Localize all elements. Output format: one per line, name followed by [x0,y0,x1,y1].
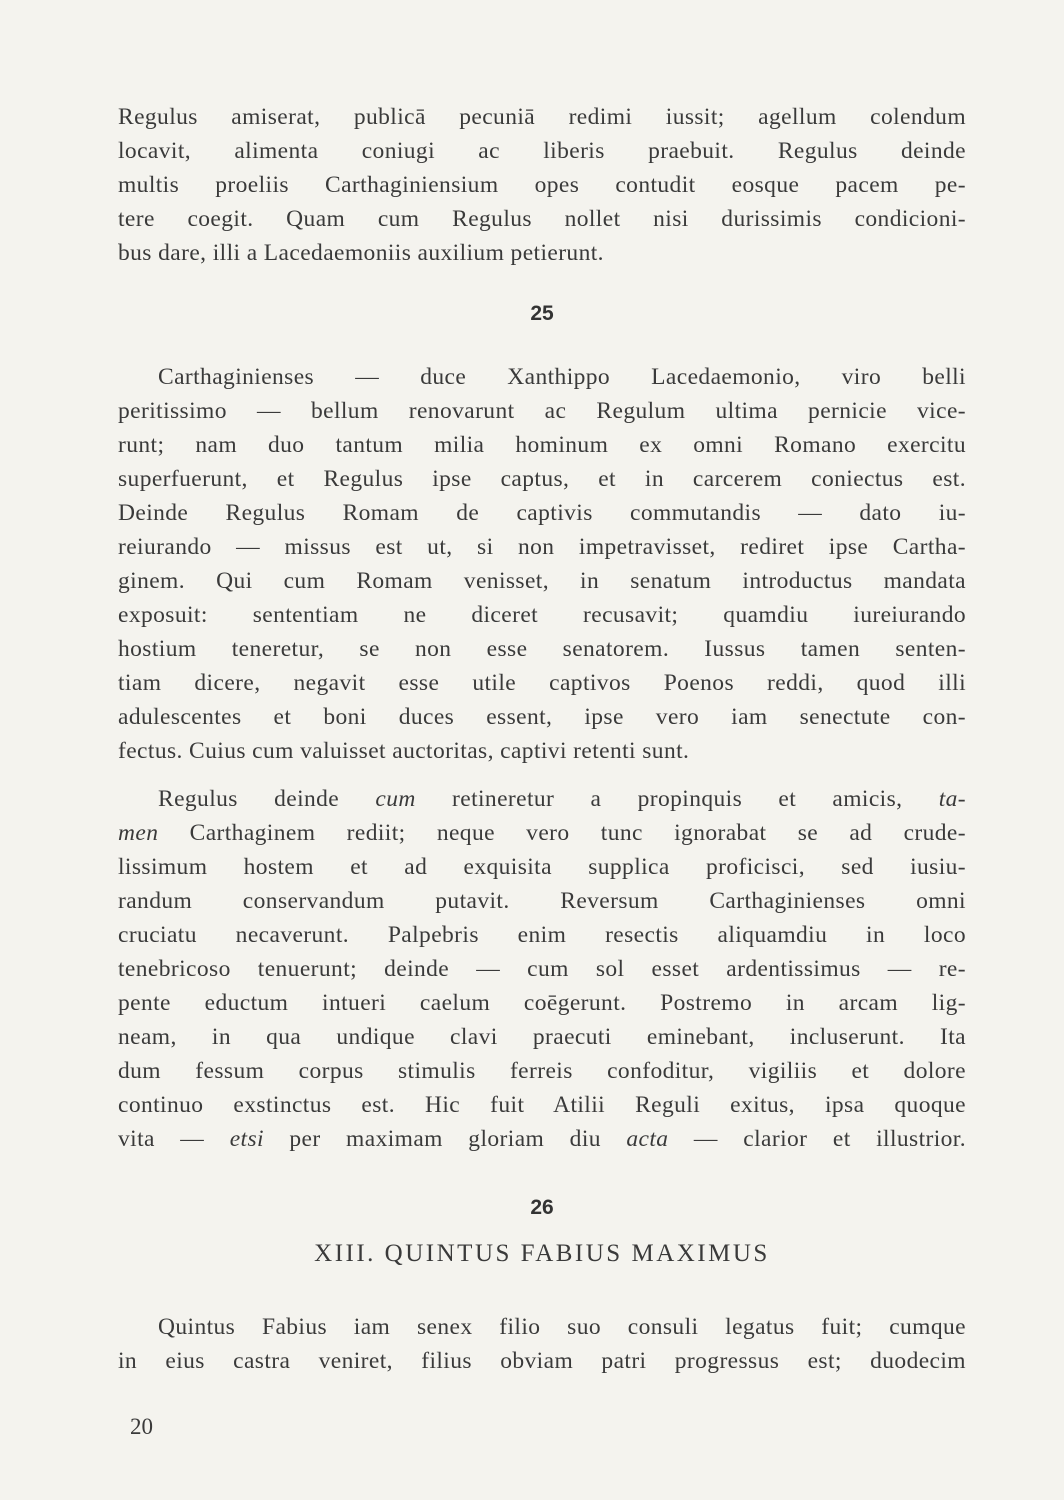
text-run: vita — [118,1126,230,1152]
text-line: tenebricoso tenuerunt; deinde — cum sol esset ardentissimus — re- [118,956,966,982]
text-line: hostium teneretur, se non esse senatorem. Iussus tamen senten- [118,636,966,662]
text-line: dum fessum corpus stimulis ferreis confoditur, vigiliis et dolore [118,1058,966,1084]
paragraph-top [118,100,966,270]
text-line: pente eductum intueri caelum coēgerunt. Postremo in arcam lig- [118,990,966,1016]
text-line: Regulus amiserat, publicā pecuniā redimi iussit; agellum colendum [118,104,966,130]
text-line: neam, in qua undique clavi praecuti eminebant, incluserunt. Ita [118,1024,966,1050]
text-line: adulescentes et boni duces essent, ipse vero iam senectute con- [118,704,966,730]
text-line: runt; nam duo tantum milia hominum ex omni Romano exercitu [118,432,966,458]
italic-run: cum [375,786,416,812]
text-run: Regulus deinde [158,786,376,812]
section-number-26: 26 [530,1196,554,1219]
text-line: tiam dicere, negavit esse utile captivos Poenos reddi, quod illi [118,670,966,696]
text-line: superfuerunt, et Regulus ipse captus, et in carcerem coniectus est. [118,466,966,492]
text-line: peritissimo — bellum renovarunt ac Regulum ultima pernicie vice- [118,398,966,424]
text-line: Quintus Fabius iam senex filio suo consuli legatus fuit; cumque [158,1314,966,1340]
text-run: — clarior et illustrior. [668,1126,967,1152]
text-line: randum conservandum putavit. Reversum Carthaginienses omni [118,888,966,914]
text-line: exposuit: sententiam ne diceret recusavit; quamdiu iureiurando [118,602,966,628]
paragraph-c [118,1310,966,1378]
section-number-25: 25 [530,302,554,325]
text-line: Carthaginienses — duce Xanthippo Lacedaemonio, viro belli [158,364,966,390]
text-run: retineretur a propinquis et amicis, [415,786,939,812]
text-line: fectus. Cuius cum valuisset auctoritas, captivi retenti sunt. [118,738,690,764]
text-line: cruciatu necaverunt. Palpebris enim resectis aliquamdiu in loco [118,922,966,948]
text-line: tere coegit. Quam cum Regulus nollet nisi durissimis condicioni- [118,206,966,232]
italic-run: ta- [938,786,966,812]
text-run: Carthaginem rediit; neque vero tunc ignorabat se ad crude- [158,820,966,846]
text-line: reiurando — missus est ut, si non impetravisset, rediret ipse Cartha- [118,534,966,560]
paragraph-a [118,360,966,768]
text-line [118,1122,966,1156]
text-line: ginem. Qui cum Romam venisset, in senatum introductus mandata [118,568,966,594]
text-line [118,782,966,816]
page-number: 20 [130,1414,153,1439]
text-run: per maximam gloriam diu [263,1126,627,1152]
text-line: continuo exstinctus est. Hic fuit Atilii Reguli exitus, ipsa quoque [118,1092,966,1118]
chapter-heading: XIII. QUINTUS FABIUS MAXIMUS [314,1240,770,1267]
text-line: Deinde Regulus Romam de captivis commutandis — dato iu- [118,500,966,526]
text-line: multis proeliis Carthaginiensium opes contudit eosque pacem pe- [118,172,966,198]
text-line: lissimum hostem et ad exquisita supplica proficisci, sed iusiu- [118,854,966,880]
italic-run: acta [626,1126,669,1152]
text-line: locavit, alimenta coniugi ac liberis praebuit. Regulus deinde [118,138,966,164]
text-line [118,816,966,850]
italic-run: men [118,820,159,846]
paragraph-b [118,782,966,1156]
text-line: bus dare, illi a Lacedaemoniis auxilium petierunt. [118,240,604,266]
italic-run: etsi [229,1126,264,1152]
text-line: in eius castra veniret, filius obviam patri progressus est; duodecim [118,1348,966,1374]
